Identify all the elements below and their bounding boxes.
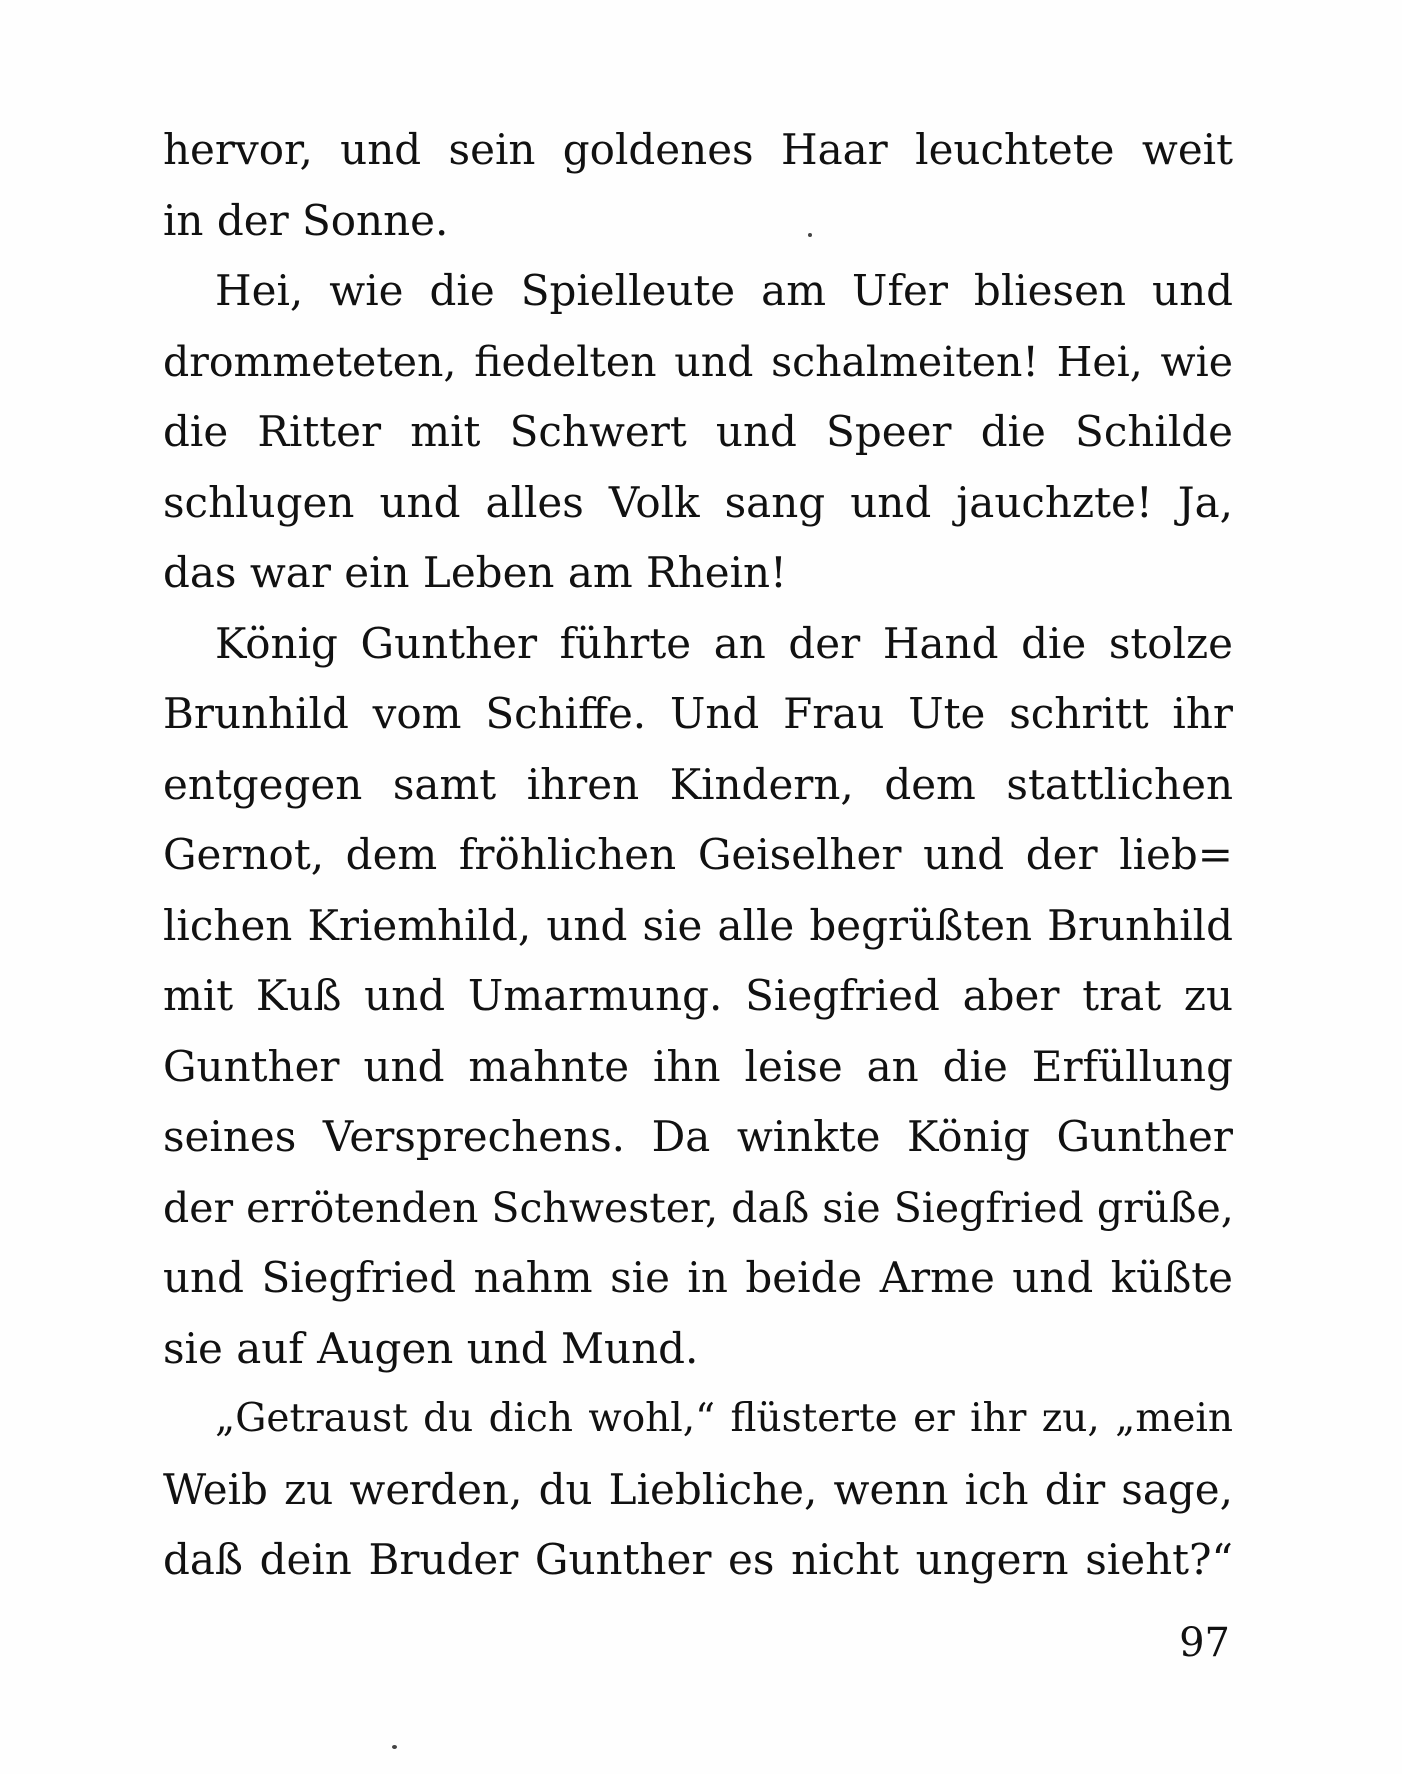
text-line: Gunther und mahnte ihn leise an die Erfüllung xyxy=(163,1041,1233,1091)
paragraph xyxy=(163,256,1233,609)
text-line: Brunhild vom Schiffe. Und Frau Ute schritt ihr xyxy=(163,689,1233,738)
text-line: drommeteten, fiedelten und schalmeiten! Hei, wie xyxy=(163,337,1233,386)
text-line: hervor, und sein goldenes Haar leuchtete weit xyxy=(163,125,1233,174)
text-line: in der Sonne. xyxy=(163,195,449,245)
paragraph xyxy=(163,609,1233,1385)
text-line: schlugen und alles Volk sang und jauchzte! Ja, xyxy=(163,477,1233,527)
text-line: entgegen samt ihren Kindern, dem stattlichen xyxy=(163,759,1233,809)
text-line: Hei, wie die Spielleute am Ufer bliesen und xyxy=(215,266,1233,315)
paragraph xyxy=(163,115,1233,256)
text-line: sie auf Augen und Mund. xyxy=(163,1323,699,1373)
page-number: 97 xyxy=(1179,1620,1230,1666)
text-line: seines Versprechens. Da winkte König Gunther xyxy=(163,1112,1233,1161)
scan-speck xyxy=(392,1745,397,1749)
text-line: „Getraust du dich wohl,“ flüsterte er ihr zu, „mein xyxy=(215,1396,1233,1441)
text-line: und Siegfried nahm sie in beide Arme und küßte xyxy=(163,1253,1233,1302)
text-line: der errötenden Schwester, daß sie Siegfried grüße, xyxy=(163,1183,1234,1232)
text-line: König Gunther führte an der Hand die stolze xyxy=(215,618,1233,668)
text-line: mit Kuß und Umarmung. Siegfried aber trat zu xyxy=(163,971,1233,1020)
body-text xyxy=(163,115,1233,1596)
paragraph xyxy=(163,1384,1233,1596)
text-line: Gernot, dem fröhlichen Geiselher und der lieb= xyxy=(163,830,1233,879)
text-line: lichen Kriemhild, und sie alle begrüßten Brunhild xyxy=(163,900,1233,950)
text-line: daß dein Bruder Gunther es nicht ungern sieht?“ xyxy=(163,1535,1233,1584)
text-line: das war ein Leben am Rhein! xyxy=(163,548,787,597)
scan-speck xyxy=(808,233,812,237)
text-line: Weib zu werden, du Liebliche, wenn ich dir sage, xyxy=(163,1464,1233,1514)
text-line: die Ritter mit Schwert und Speer die Schilde xyxy=(163,407,1233,456)
